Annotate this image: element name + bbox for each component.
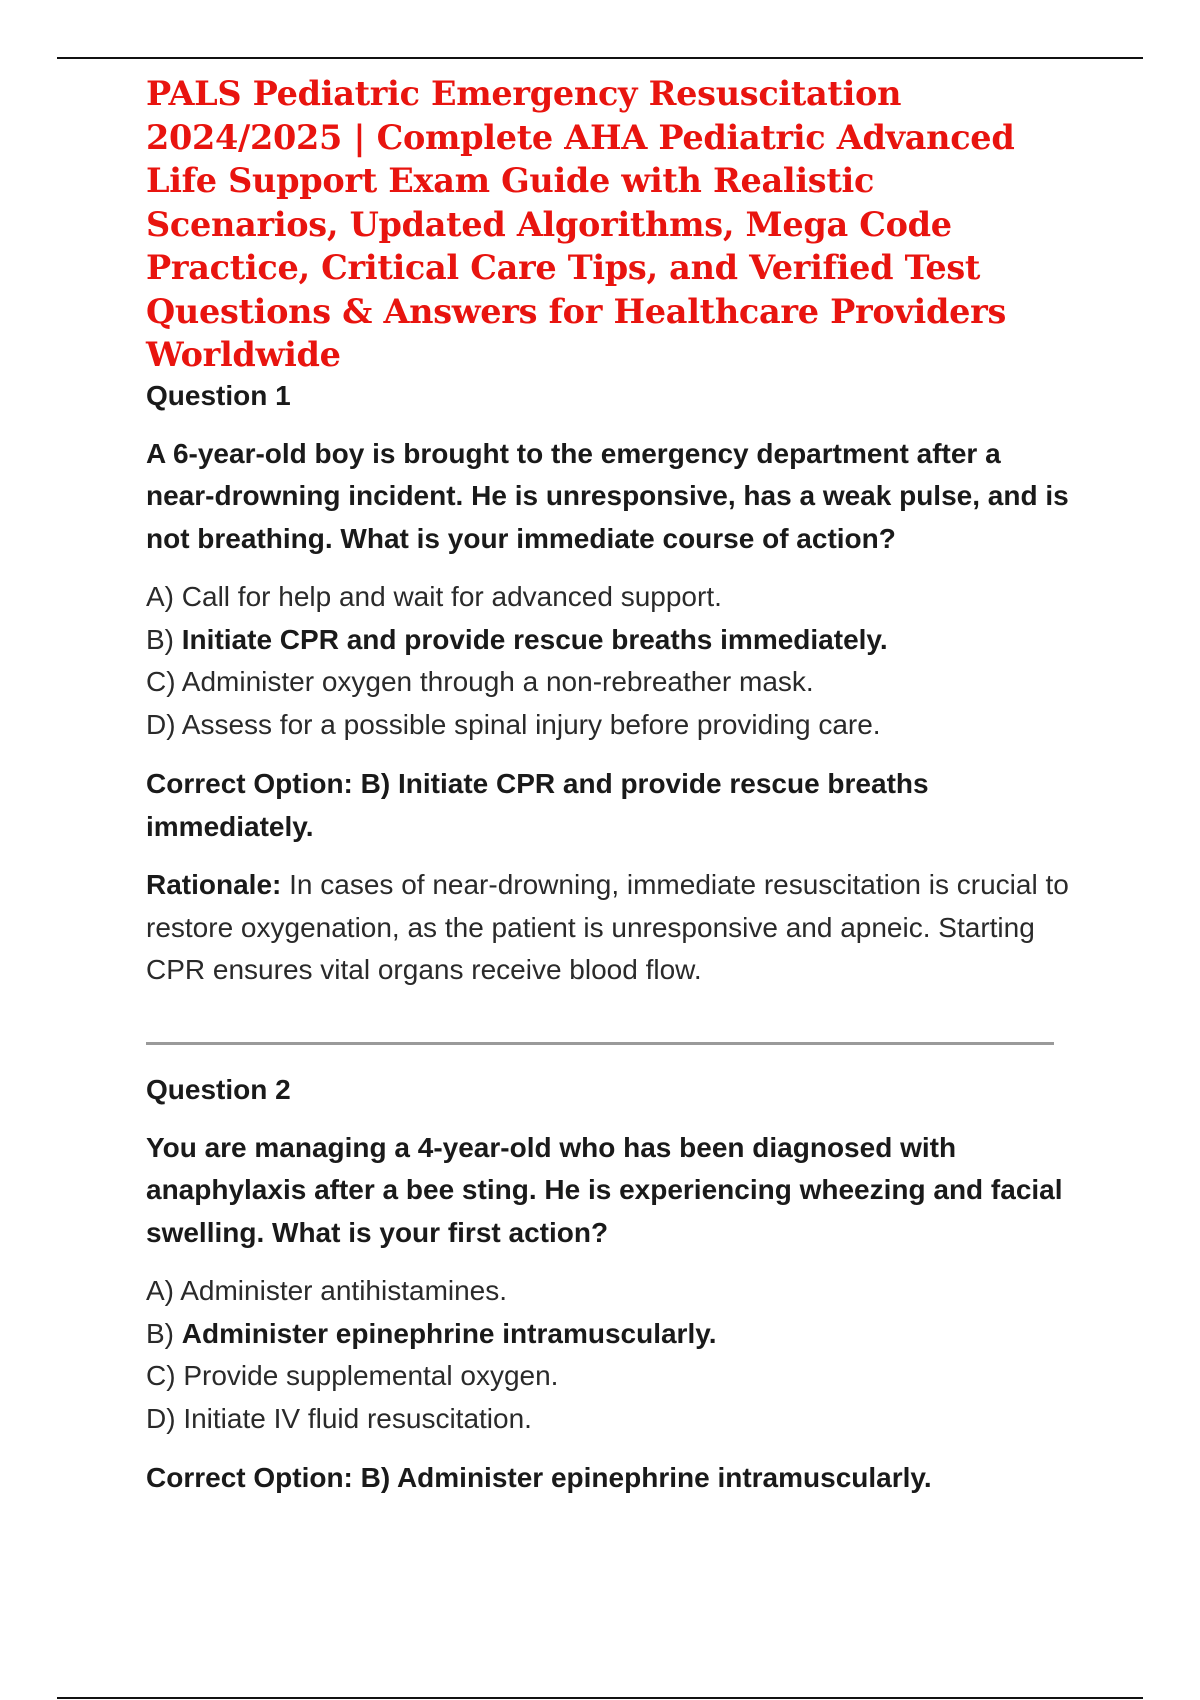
question-2-text: You are managing a 4-year-old who has been diagnosed with anaphylaxis after a bee sting. He is experiencing wheezing and facial swelling. What is your first action?	[146, 1131, 1063, 1248]
option-text: Initiate IV fluid resuscitation.	[183, 1402, 532, 1434]
option-text-correct: Initiate CPR and provide rescue breaths immediately.	[181, 623, 888, 655]
question-2-options	[146, 1270, 1076, 1440]
option-text: Assess for a possible spinal injury before providing care.	[181, 708, 881, 740]
option-letter: A)	[146, 1275, 174, 1306]
option-text: Administer antihistamines.	[180, 1275, 508, 1306]
option-text-correct: Administer epinephrine intramuscularly.	[181, 1317, 717, 1349]
q1-option-a	[146, 576, 1076, 619]
question-1-rationale	[146, 864, 1076, 992]
q2-option-b	[146, 1313, 1076, 1356]
rationale-text: In cases of near-drowning, immediate resuscitation is crucial to restore oxygenation, as the patient is unresponsive and apneic. Starting CPR ensures vital organs receive blood flow.	[146, 869, 1069, 985]
document-title: PALS Pediatric Emergency Resuscitation 2024/2025 | Complete AHA Pediatric Advanced Life Support Exam Guide with Realistic Scenarios, Updated Algorithms, Mega Code Practice, Critical Care Tips, and Verified Test Questions & Answers for Healthcare Providers Worldwide	[146, 74, 1015, 374]
q1-option-b	[146, 619, 1076, 662]
rationale-label: Rationale:	[146, 869, 282, 900]
bottom-rule	[57, 1697, 1143, 1699]
top-rule	[57, 57, 1143, 59]
section-divider	[146, 1042, 1054, 1045]
question-2	[146, 1071, 1076, 1500]
option-letter: D)	[146, 1402, 176, 1434]
option-text: Provide supplemental oxygen.	[183, 1360, 559, 1391]
q2-option-a	[146, 1270, 1076, 1313]
q1-option-c	[146, 661, 1076, 704]
question-1-options	[146, 576, 1076, 746]
option-letter: C)	[146, 1360, 176, 1391]
question-1-correct-option: Correct Option: B) Initiate CPR and provide rescue breaths immediately.	[146, 768, 929, 842]
q2-option-d	[146, 1398, 1076, 1441]
q1-option-d	[146, 704, 1076, 747]
option-letter: B)	[146, 623, 174, 655]
question-1	[146, 377, 1076, 992]
q2-option-c	[146, 1355, 1076, 1398]
question-1-text: A 6-year-old boy is brought to the emergency department after a near-drowning incident. He is unresponsive, has a weak pulse, and is not breathing. What is your immediate course of action?	[146, 437, 1069, 554]
option-text: Call for help and wait for advanced support.	[181, 581, 722, 612]
question-2-correct-option: Correct Option: B) Administer epinephrine intramuscularly.	[146, 1462, 932, 1493]
document-body	[146, 72, 1076, 1499]
question-1-label: Question 1	[146, 379, 291, 411]
question-2-label: Question 2	[146, 1073, 291, 1105]
option-text: Administer oxygen through a non-rebreather mask.	[181, 666, 814, 697]
option-letter: B)	[146, 1317, 174, 1349]
option-letter: A)	[146, 581, 174, 612]
option-letter: C)	[146, 666, 176, 697]
option-letter: D)	[146, 708, 176, 740]
